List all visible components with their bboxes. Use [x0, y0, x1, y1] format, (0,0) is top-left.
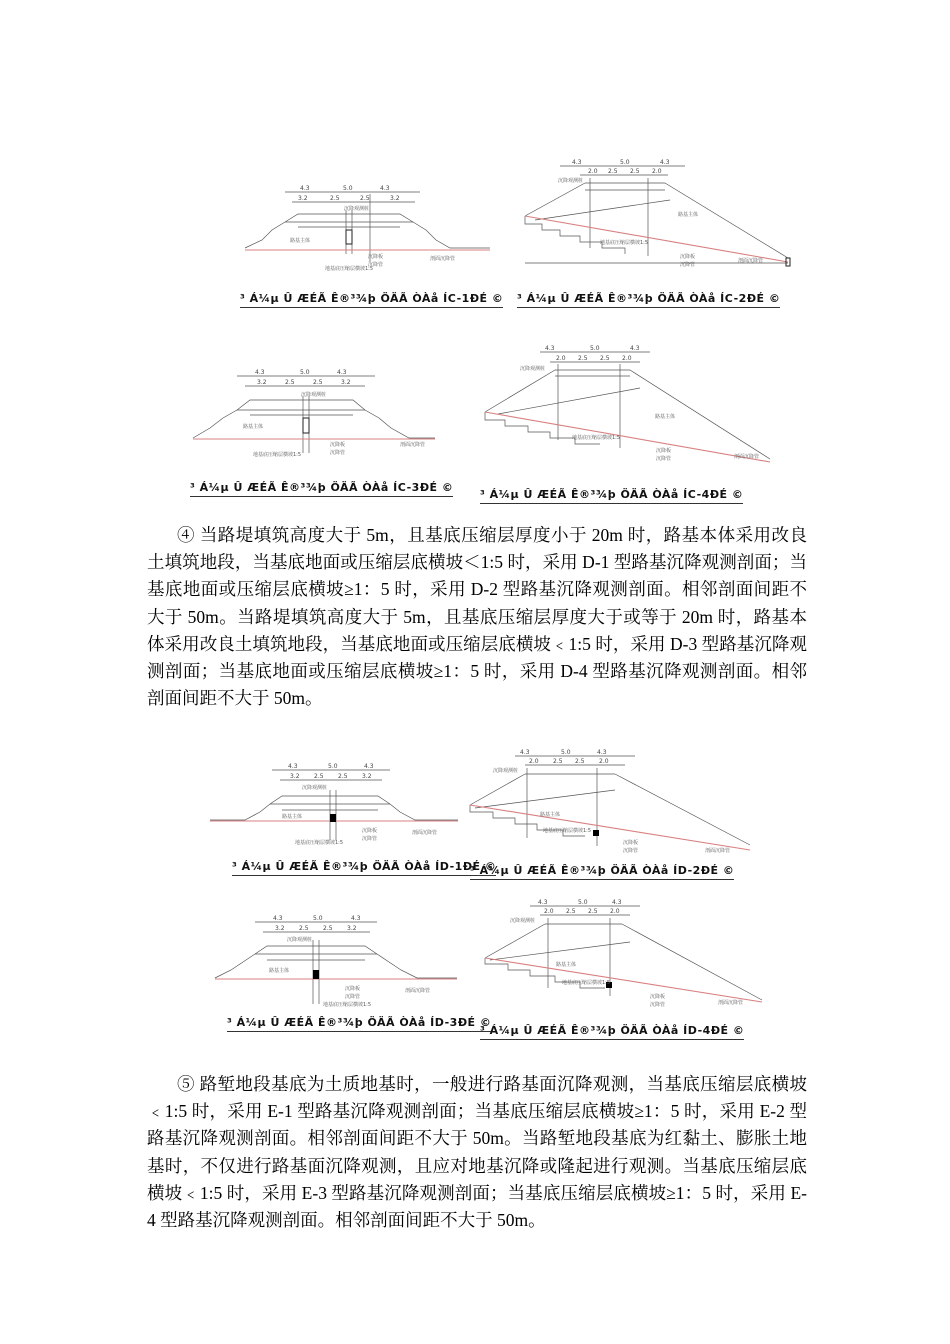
dim-bottom-1: 3.2 — [298, 195, 308, 202]
label-plate: 沉降板 — [680, 254, 696, 260]
label-slope: 地基底压缩层横坡1:5 — [295, 840, 344, 846]
dim-top-2: 5.0 — [313, 915, 323, 922]
caption-d1: ³ Á¼µ Û ÆÉÃ Ê®³¾þ ÖÄÃ ÒÀå ÍD-1ÐÉ © — [232, 860, 497, 873]
dim-bottom-4: 3.2 — [390, 195, 400, 202]
figure-d3-drawing — [215, 914, 460, 1009]
figure-d1-drawing — [210, 762, 460, 847]
label-plate: 沉降板 — [623, 840, 639, 846]
dim-top-3: 4.3 — [351, 915, 361, 922]
dim-bottom-4: 3.2 — [347, 925, 357, 932]
dim-bottom-2: 2.5 — [285, 379, 295, 386]
label-section: 剖面沉降管 — [430, 256, 456, 262]
label-pipe: 沉降管 — [623, 848, 639, 854]
label-plate: 沉降板 — [368, 254, 384, 260]
label-pipe: 沉降管 — [368, 262, 384, 268]
label-pile: 沉降观测桩 — [344, 206, 370, 212]
dim-top-2: 5.0 — [561, 749, 571, 756]
label-pile: 沉降观测桩 — [558, 178, 584, 184]
label-slope: 地基底压缩层横坡1:5 — [600, 240, 649, 246]
dim-bottom-2: 2.5 — [578, 355, 588, 362]
label-pipe: 沉降管 — [362, 836, 378, 842]
label-section: 剖面沉降管 — [705, 848, 731, 854]
dim-top-2: 5.0 — [328, 763, 338, 770]
dim-top-1: 4.3 — [255, 369, 265, 376]
figure-d3 — [215, 914, 460, 1009]
dim-top-3: 4.3 — [364, 763, 374, 770]
label-slope: 地基底压缩层横坡1:5 — [572, 435, 621, 441]
label-section: 剖面沉降管 — [412, 830, 438, 836]
dim-bottom-4: 3.2 — [362, 773, 372, 780]
figure-c1-drawing — [240, 182, 500, 277]
figure-d2 — [465, 750, 755, 858]
label-plate: 沉降板 — [362, 828, 378, 834]
caption-c2: ³ Á¼µ Û ÆÉÃ Ê®³¾þ ÖÄÃ ÒÀå ÍC-2ÐÉ © — [517, 292, 781, 305]
dim-bottom-4: 2.0 — [652, 168, 662, 175]
label-fill: 路基主体 — [243, 424, 264, 430]
label-section: 剖面沉降管 — [405, 988, 431, 994]
dim-top-3: 4.3 — [380, 185, 390, 192]
figure-c2 — [520, 158, 795, 278]
figure-d1 — [210, 762, 460, 847]
dim-top-2: 5.0 — [620, 159, 630, 166]
dim-bottom-1: 2.0 — [529, 758, 539, 765]
caption-d2: ³ Á¼µ Û ÆÉÃ Ê®³¾þ ÖÄÃ ÒÀå ÍD-2ÐÉ © — [470, 864, 735, 877]
dim-bottom-2: 2.5 — [330, 195, 340, 202]
dim-bottom-1: 2.0 — [556, 355, 566, 362]
caption-d4: ³ Á¼µ Û ÆÉÃ Ê®³¾þ ÖÄÃ ÒÀå ÍD-4ÐÉ © — [480, 1024, 745, 1037]
label-plate: 沉降板 — [330, 442, 346, 448]
figure-c4-drawing — [480, 344, 780, 469]
paragraph-5: ⑤ 路堑地段基底为土质地基时，一般进行路基面沉降观测，当基底压缩层底横坡﹤1:5 时，采用 E-1 型路基沉降观测剖面；当基底压缩层底横坡≥1：5 时，采用 E-2 型路基沉降观测剖面。相邻剖面间距不大于 50m。当路堑地段基底为红黏土、膨胀土地基时，不仅进行路基面沉降观测，且应对地基沉降或隆起进行观测。当基底压缩层底横坡﹤1:5 时，采用 E-3 型路基沉降观测剖面；当基底压缩层底横坡≥1：5 时，采用 E-4 型路基沉降观测剖面。相邻剖面间距不大于 50m。 — [147, 1074, 807, 1231]
dim-bottom-3: 2.5 — [323, 925, 333, 932]
dim-top-1: 4.3 — [288, 763, 298, 770]
dim-top-2: 5.0 — [300, 369, 310, 376]
dim-top-1: 4.3 — [520, 749, 530, 756]
figure-d2-drawing — [465, 750, 755, 858]
dim-top-3: 4.3 — [612, 899, 622, 906]
label-slope: 地基底压缩层横坡1:5 — [543, 828, 592, 834]
dim-bottom-4: 3.2 — [341, 379, 351, 386]
label-pipe: 沉降管 — [650, 1002, 666, 1008]
label-pipe: 沉降管 — [345, 994, 361, 1000]
figure-d4 — [480, 900, 770, 1010]
label-fill: 路基主体 — [290, 238, 311, 244]
dim-bottom-1: 3.2 — [257, 379, 267, 386]
label-pile: 沉降观测桩 — [301, 392, 327, 398]
label-fill: 路基主体 — [540, 812, 561, 818]
figure-c4 — [480, 344, 780, 469]
dim-top-2: 5.0 — [578, 899, 588, 906]
figure-c3 — [165, 368, 440, 463]
paragraph-4: ④ 当路堤填筑高度大于 5m，且基底压缩层厚度小于 20m 时，路基本体采用改良土填筑地段，当基底地面或压缩层底横坡＜1:5 时，采用 D-1 型路基沉降观测剖面；当基底地面或压缩层底横坡≥1：5 时，采用 D-2 型路基沉降观测剖面。相邻剖面间距不大于 50m。当路堤填筑高度大于 5m，且基底压缩层厚度大于或等于 20m 时，路基本体采用改良土填筑地段，当基底地面或压缩层底横坡﹤1:5 时，采用 D-3 型路基沉降观测剖面；当基底地面或压缩层底横坡≥1：5 时，采用 D-4 型路基沉降观测剖面。相邻剖面间距不大于 50m。 — [147, 525, 807, 709]
caption-c4: ³ Á¼µ Û ÆÉÃ Ê®³¾þ ÖÄÃ ÒÀå ÍC-4ÐÉ © — [480, 488, 744, 501]
label-fill: 路基主体 — [269, 968, 290, 974]
caption-c1: ³ Á¼µ Û ÆÉÃ Ê®³¾þ ÖÄÃ ÒÀå ÍC-1ÐÉ © — [240, 292, 504, 305]
dim-bottom-1: 3.2 — [275, 925, 285, 932]
dim-bottom-2: 2.5 — [566, 908, 576, 915]
label-plate: 沉降板 — [650, 994, 666, 1000]
dim-bottom-2: 2.5 — [299, 925, 309, 932]
label-slope: 地基底压缩层横坡1:5 — [325, 266, 374, 272]
label-pile: 沉降观测桩 — [510, 918, 536, 924]
figure-c2-drawing — [520, 158, 795, 278]
label-section: 剖面沉降管 — [734, 454, 760, 460]
label-fill: 路基主体 — [556, 962, 577, 968]
caption-d3: ³ Á¼µ Û ÆÉÃ Ê®³¾þ ÖÄÃ ÒÀå ÍD-3ÐÉ © — [227, 1016, 492, 1029]
dim-bottom-2: 2.5 — [314, 773, 324, 780]
label-plate: 沉降板 — [656, 448, 672, 454]
dim-bottom-1: 3.2 — [290, 773, 300, 780]
label-slope: 地基底压缩层横坡1:5 — [562, 980, 611, 986]
dim-bottom-4: 2.0 — [622, 355, 632, 362]
label-section: 剖面沉降管 — [718, 1000, 744, 1006]
dim-bottom-4: 2.0 — [610, 908, 620, 915]
label-pipe: 沉降管 — [330, 450, 346, 456]
dim-top-1: 4.3 — [538, 899, 548, 906]
dim-bottom-4: 2.0 — [599, 758, 609, 765]
label-pipe: 沉降管 — [680, 262, 696, 268]
dim-bottom-3: 2.5 — [360, 195, 370, 202]
dim-top-2: 5.0 — [343, 185, 353, 192]
caption-c3: ³ Á¼µ Û ÆÉÃ Ê®³¾þ ÖÄÃ ÒÀå ÍC-3ÐÉ © — [190, 481, 454, 494]
label-pile: 沉降观测桩 — [520, 366, 546, 372]
dim-bottom-3: 2.5 — [630, 168, 640, 175]
dim-top-2: 5.0 — [590, 345, 600, 352]
label-fill: 路基主体 — [282, 814, 303, 820]
dim-bottom-3: 2.5 — [588, 908, 598, 915]
dim-top-1: 4.3 — [273, 915, 283, 922]
label-slope: 地基底压缩层横坡1:5 — [323, 1002, 372, 1008]
figure-c3-drawing — [165, 368, 440, 463]
dim-bottom-3: 2.5 — [600, 355, 610, 362]
dim-bottom-1: 2.0 — [588, 168, 598, 175]
dim-bottom-3: 2.5 — [338, 773, 348, 780]
label-fill: 路基主体 — [678, 212, 699, 218]
dim-bottom-2: 2.5 — [608, 168, 618, 175]
label-fill: 路基主体 — [655, 414, 676, 420]
dim-top-3: 4.3 — [630, 345, 640, 352]
label-pipe: 沉降管 — [656, 456, 672, 462]
dim-bottom-2: 2.5 — [553, 758, 563, 765]
figure-d4-drawing — [480, 900, 770, 1010]
dim-top-1: 4.3 — [545, 345, 555, 352]
dim-top-3: 4.3 — [337, 369, 347, 376]
label-plate: 沉降板 — [345, 986, 361, 992]
label-pile: 沉降观测桩 — [287, 937, 313, 943]
label-pile: 沉降观测桩 — [493, 768, 519, 774]
dim-top-1: 4.3 — [300, 185, 310, 192]
dim-top-1: 4.3 — [572, 159, 582, 166]
figure-c1 — [240, 182, 500, 277]
label-slope: 地基底压缩层横坡1:5 — [253, 452, 302, 458]
dim-bottom-1: 2.0 — [544, 908, 554, 915]
label-section: 剖面沉降管 — [400, 442, 426, 448]
dim-top-3: 4.3 — [597, 749, 607, 756]
dim-top-3: 4.3 — [660, 159, 670, 166]
label-pile: 沉降观测桩 — [302, 785, 328, 791]
dim-bottom-3: 2.5 — [575, 758, 585, 765]
label-section: 剖面沉降管 — [738, 258, 764, 264]
dim-bottom-3: 2.5 — [313, 379, 323, 386]
